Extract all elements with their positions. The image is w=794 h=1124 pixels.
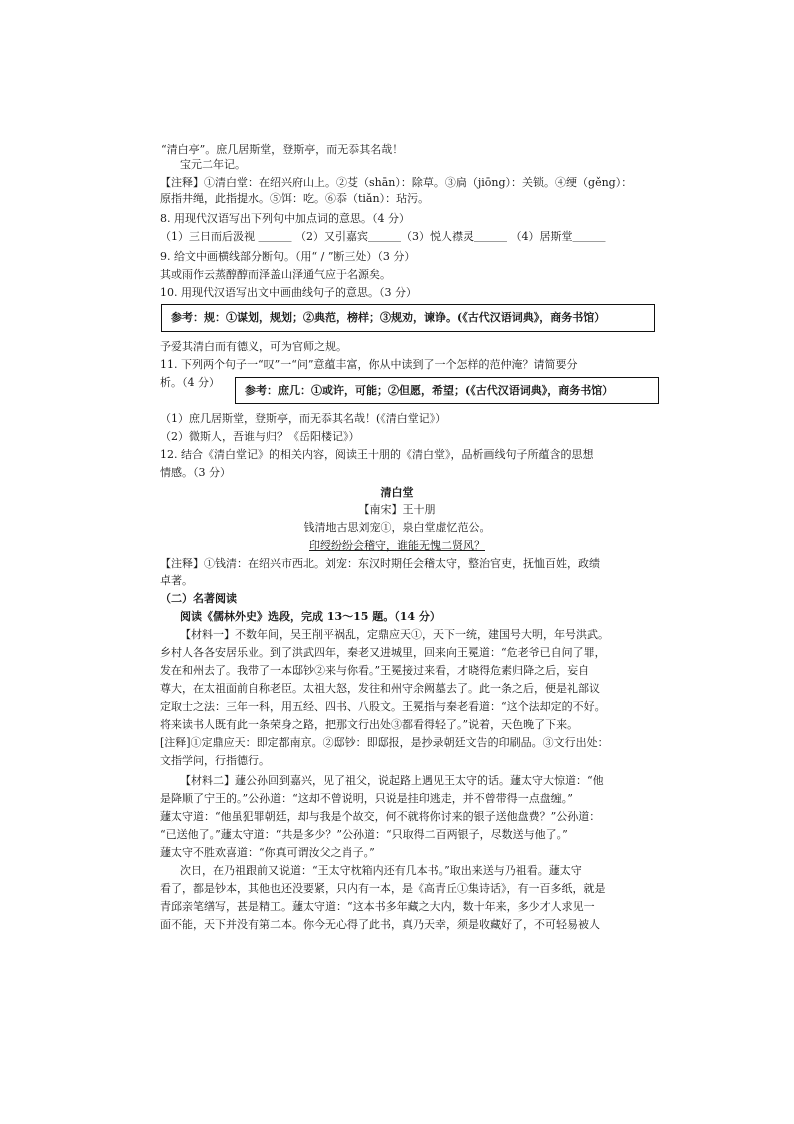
section-subtitle: 阅读《儒林外史》选段，完成 13～15 题。（14 分） [180, 610, 441, 623]
question-11-sentence: （2）微斯人，吾谁与归？《岳阳楼记》） [160, 430, 360, 443]
material-1-line: 尊大，在太祖面前自称老臣。太祖大怒，发往和州守余阙墓去了。此一条之后，便是礼部议 [160, 682, 600, 695]
question-11-stem: 11. 下列两个句子一“叹”一“问”意蕴丰富，你从中读到了一个怎样的范仲淹？请简要分 [160, 358, 578, 371]
material-2-line: 【材料二】蘧公孙回到嘉兴，见了祖父，说起路上遇见王太守的话。蘧太守大惊道：“他 [180, 774, 604, 787]
note-line: 【注释】①清白堂：在绍兴府山上。②芟（shān）：除草。③扃（jiōng）：关锁。④绠（gěng）： [160, 176, 633, 189]
material-1-line: 定取士之法：三年一科，用五经、四书、八股文。王冕指与秦老看道：“这个法却定的不好。 [160, 700, 606, 713]
material-2-line: 看了，都是钞本，其他也还没要紧，只内有一本，是《高青丘①集诗话》，有一百多纸，就是 [160, 882, 606, 895]
material-1-note: 文指学问，行指德行。 [160, 754, 270, 767]
material-2-line: 是降顺了宁王的。”公孙道：“这却不曾说明，只说是挂印逃走，并不曾带得一点盘缠。” [160, 792, 573, 805]
material-2-line: 面不能，天下并没有第二本。你今无心得了此书，真乃天幸，须是收藏好了，不可轻易被人 [160, 918, 600, 931]
poem-note: 【注释】①钱清：在绍兴市西北。刘宠：东汉时期任会稽太守，整治官吏，抚恤百姓，政绩 [160, 557, 600, 570]
note-line: 原指井绳，此指提水。⑤饵：吃。⑥忝（tiǎn）：玷污。 [160, 192, 430, 205]
material-2-line: 蘧太守道：“他虽犯罪朝廷，却与我是个故交，何不就将你讨来的银子送他盘费？”公孙道： [160, 810, 601, 823]
poem-line-underlined: 印绶纷纷会稽守，谁能无愧二贤风？ [309, 539, 485, 552]
question-12-stem: 情感。（3 分） [160, 466, 231, 479]
question-8-stem: 8. 用现代汉语写出下列句中加点词的意思。（4 分） [160, 212, 410, 225]
reference-text: 参考：庶几：①或许，可能；②但愿，希望；(《古代汉语词典》，商务书馆） [245, 383, 614, 397]
reference-box [161, 304, 655, 332]
question-9-stem: 9. 给文中画横线部分断句。（用“ / ”断三处）（3 分） [160, 250, 416, 263]
poem-line: 钱清地古思刘宠①，泉白堂虚忆范公。 [303, 521, 491, 534]
question-9-text: 其或雨作云蒸醇醇而泽盖山泽通气应于名源矣。 [160, 268, 391, 281]
material-1-line: 发在和州去了。我带了一本邸钞②来与你看。”王冕接过来看，才晓得危素归降之后，妄自 [160, 664, 590, 677]
material-1-line: 乡村人各各安居乐业。到了洪武四年，秦老又进城里，回来向王冕道：“危老爷已自问了罪， [160, 646, 606, 659]
poem-author: 【南宋】王十朋 [358, 503, 436, 516]
section-title: （二）名著阅读 [160, 592, 237, 605]
material-2-line: 次日，在乃祖跟前又说道：“王太守枕箱内还有几本书。”取出来送与乃祖看。蘧太守 [180, 864, 582, 877]
question-11-stem: 析。（4 分） [160, 376, 220, 389]
question-10-stem: 10. 用现代汉语写出文中画曲线句子的意思。（3 分） [160, 286, 417, 299]
reference-box [235, 377, 659, 404]
material-1-line: 将来读书人既有此一条荣身之路，把那文行出处③都看得轻了。”说着，天色晚了下来。 [160, 718, 579, 731]
material-1-note: [注释]①定鼎应天：即定都南京。②邸钞：即邸报，是抄录朝廷文告的印刷品。③文行出处： [160, 736, 609, 749]
reference-text: 参考：规：①谋划，规划；②典范，榜样；③规劝，谏诤。(《古代汉语词典》，商务书馆） [171, 311, 606, 324]
question-10-text: 予爱其清白而有德义，可为官师之规。 [160, 340, 347, 353]
question-8-items: （1）三日而后汲视 ＿＿＿ （2）又引嘉宾＿＿＿（3）悦人襟灵＿＿＿ （4）居斯堂＿＿＿ [160, 230, 606, 243]
poem-title: 清白堂 [380, 486, 414, 499]
material-1-line: 【材料一】不数年间，吴王削平祸乱，定鼎应天①，天下一统，建国号大明，年号洪武。 [180, 628, 609, 641]
material-2-line: 青邱亲笔缮写，甚是精工。蘧太守道：“这本书多年藏之大内，数十年来，多少才人求见一 [160, 900, 595, 913]
text-line: 宝元二年记。 [180, 158, 246, 171]
material-2-line: “已送他了。”蘧太守道：“共是多少？”公孙道：“只取得二百两银子，尽数送与他了。” [160, 828, 568, 841]
poem-note: 卓著。 [160, 574, 193, 587]
question-11-sentence: （1）庶几居斯堂，登斯亭，而无忝其名哉！(《清白堂记》） [160, 412, 447, 425]
question-12-stem: 12. 结合《清白堂记》的相关内容，阅读王十朋的《清白堂》，品析画线句子所蕴含的思想 [160, 448, 594, 461]
material-2-line: 蘧太守不胜欢喜道：“你真可谓汝父之肖子。” [160, 846, 375, 859]
text-line: “清白亭”。庶几居斯堂，登斯亭，而无忝其名哉！ [161, 143, 404, 156]
